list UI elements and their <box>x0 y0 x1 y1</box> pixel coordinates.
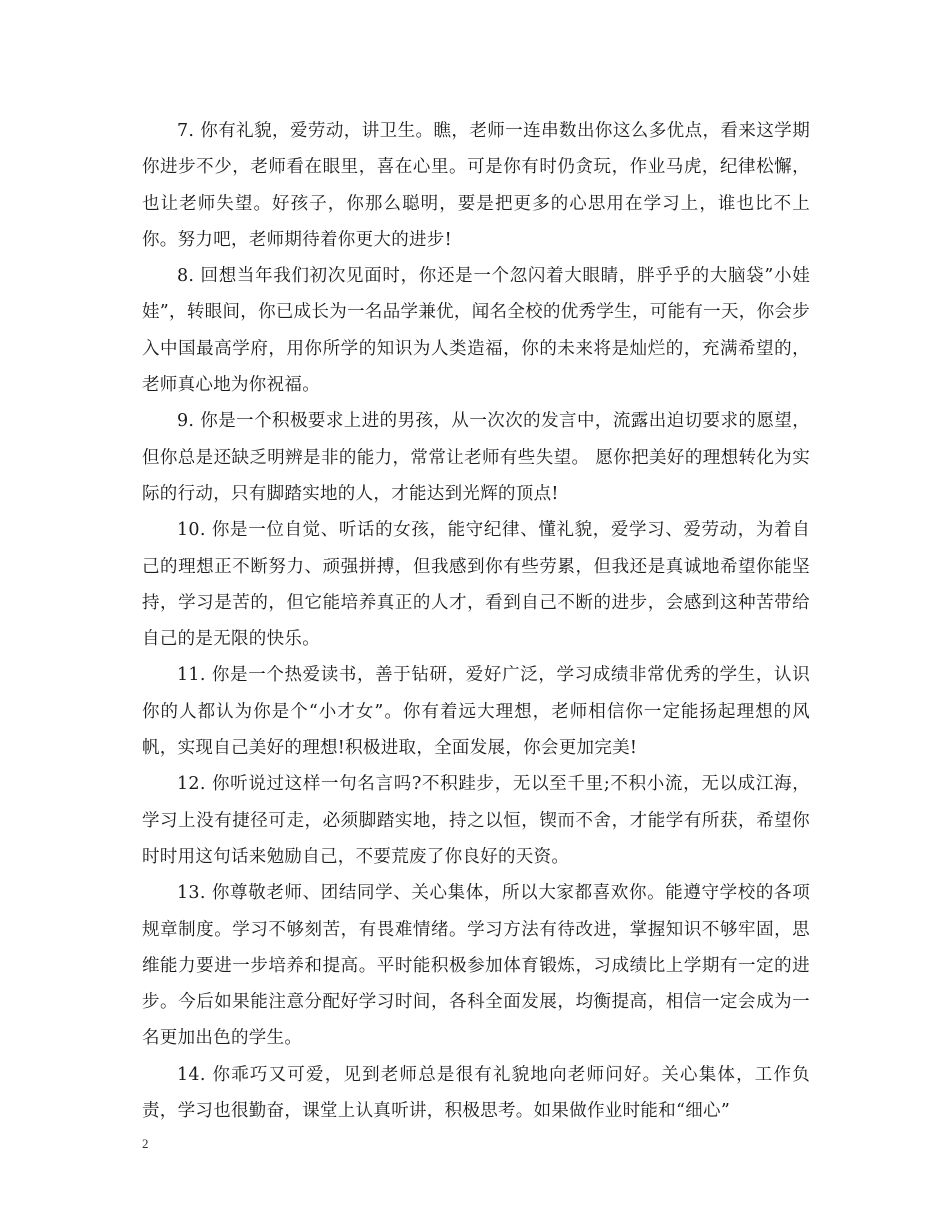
page-number: 2 <box>142 1136 149 1151</box>
paragraph-12: 12. 你听说过这样一句名言吗?不积跬步，无以至千里;不积小流，无以成江海，学习上没有捷径可走，必须脚踏实地，持之以恒，锲而不舍，才能学有所获，希望你时时用这句话来勉励自己，不要荒废了你良好的天资。 <box>142 774 810 867</box>
paragraph-8: 8. 回想当年我们初次见面时，你还是一个忽闪着大眼睛，胖乎乎的大脑袋”小娃娃”，转眼间，你已成长为一名品学兼优，闻名全校的优秀学生，可能有一天，你会步入中国最高学府，用你所学的知识为人类造福，你的未来将是灿烂的，充满希望的，老师真心地为你祝福。 <box>142 266 810 396</box>
paragraph-9: 9. 你是一个积极要求上进的男孩，从一次次的发言中，流露出迫切要求的愿望，但你总是还缺乏明辨是非的能力，常常让老师有些失望。 愿你把美好的理想转化为实际的行动，只有脚踏实地的人，才能达到光辉的顶点! <box>142 411 810 504</box>
paragraph-14: 14. 你乖巧又可爱，见到老师总是很有礼貌地向老师问好。关心集体，工作负责，学习也很勤奋，课堂上认真听讲，积极思考。如果做作业时能和“细心” <box>142 1064 810 1122</box>
paragraph-11: 11. 你是一个热爱读书，善于钻研，爱好广泛，学习成绩非常优秀的学生，认识你的人都认为你是个“小才女”。你有着远大理想，老师相信你一定能扬起理想的风帆，实现自己美好的理想!积极进取，全面发展，你会更加完美! <box>142 665 810 759</box>
paragraph-13: 13. 你尊敬老师、团结同学、关心集体，所以大家都喜欢你。能遵守学校的各项规章制度。学习不够刻苦，有畏难情绪。学习方法有待改进，掌握知识不够牢固，思维能力要进一步培养和提高。平时能积极参加体育锻炼，习成绩比上学期有一定的进步。今后如果能注意分配好学习时间，各科全面发展，均衡提高，相信一定会成为一名更加出色的学生。 <box>142 883 810 1049</box>
paragraph-10: 10. 你是一位自觉、听话的女孩，能守纪律、懂礼貌，爱学习、爱劳动，为着自己的理想正不断努力、顽强拼搏，但我感到你有些劳累，但我还是真诚地希望你能坚持，学习是苦的，但它能培养真正的人才，看到自己不断的进步，会感到这种苦带给自己的是无限的快乐。 <box>142 520 810 650</box>
paragraph-7: 7. 你有礼貌，爱劳动，讲卫生。瞧，老师一连串数出你这么多优点，看来这学期你进步不少，老师看在眼里，喜在心里。可是你有时仍贪玩，作业马虎，纪律松懈，也让老师失望。好孩子，你那么聪明，要是把更多的心思用在学习上，谁也比不上你。努力吧，老师期待着你更大的进步! <box>142 121 810 250</box>
document-body <box>142 113 810 1129</box>
